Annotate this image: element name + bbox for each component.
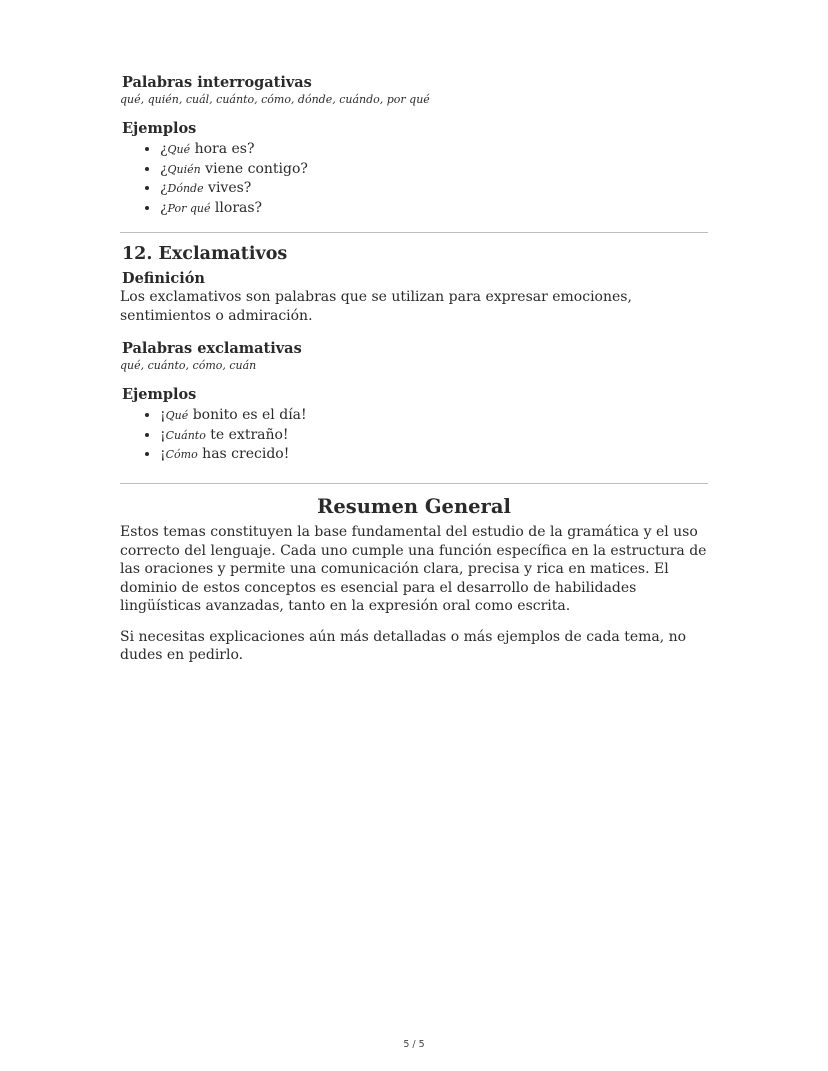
list-item: • ¡Qué bonito es el día! — [160, 406, 708, 426]
page-number: 5 / 5 — [403, 1039, 425, 1050]
palabras-interrogativas-heading: Palabras interrogativas — [122, 74, 312, 91]
list-item: • ¿Dónde vives? — [160, 179, 708, 199]
interrogativos-section — [120, 73, 708, 218]
section-title: 12. Exclamativos — [122, 244, 288, 264]
palabras-exclamativas-heading: Palabras exclamativas — [122, 340, 302, 357]
list-item: • ¿Quién viene contigo? — [160, 160, 708, 180]
list-item: • ¿Qué hora es? — [160, 140, 708, 160]
palabras-exclamativas-list: qué, cuánto, cómo, cuán — [120, 359, 257, 372]
resumen-paragraph: Si necesitas explicaciones aún más detalladas o más ejemplos de cada tema, no dudes en pedirlo. — [120, 628, 687, 663]
resumen-section — [120, 495, 708, 665]
resumen-title: Resumen General — [317, 495, 511, 518]
definicion-text: Los exclamativos son palabras que se utilizan para expresar emociones, sentimientos o admiración. — [120, 289, 632, 324]
section-divider — [120, 483, 708, 484]
section-divider — [120, 232, 708, 233]
exclamativos-examples-list — [120, 406, 708, 465]
list-item: • ¡Cómo has crecido! — [160, 445, 708, 465]
ejemplos-heading: Ejemplos — [122, 386, 197, 403]
interrogativos-examples-list — [120, 140, 708, 218]
ejemplos-heading: Ejemplos — [122, 120, 197, 137]
list-item: • ¡Cuánto te extraño! — [160, 426, 708, 446]
list-item: • ¿Por qué lloras? — [160, 199, 708, 219]
resumen-paragraph: Estos temas constituyen la base fundamental del estudio de la gramática y el uso correcto del lenguaje. Cada uno cumple una función específica en la estructura de las oraciones y permite una comunicación clara, precisa y rica en matices. El dominio de estos conceptos es esencial para el desarrollo de habilidades lingüísticas avanzadas, tanto en la expresión oral como escrita. — [120, 524, 707, 614]
palabras-interrogativas-list: qué, quién, cuál, cuánto, cómo, dónde, cuándo, por qué — [120, 93, 430, 106]
exclamativos-section — [120, 243, 708, 465]
definicion-heading: Definición — [122, 270, 205, 287]
